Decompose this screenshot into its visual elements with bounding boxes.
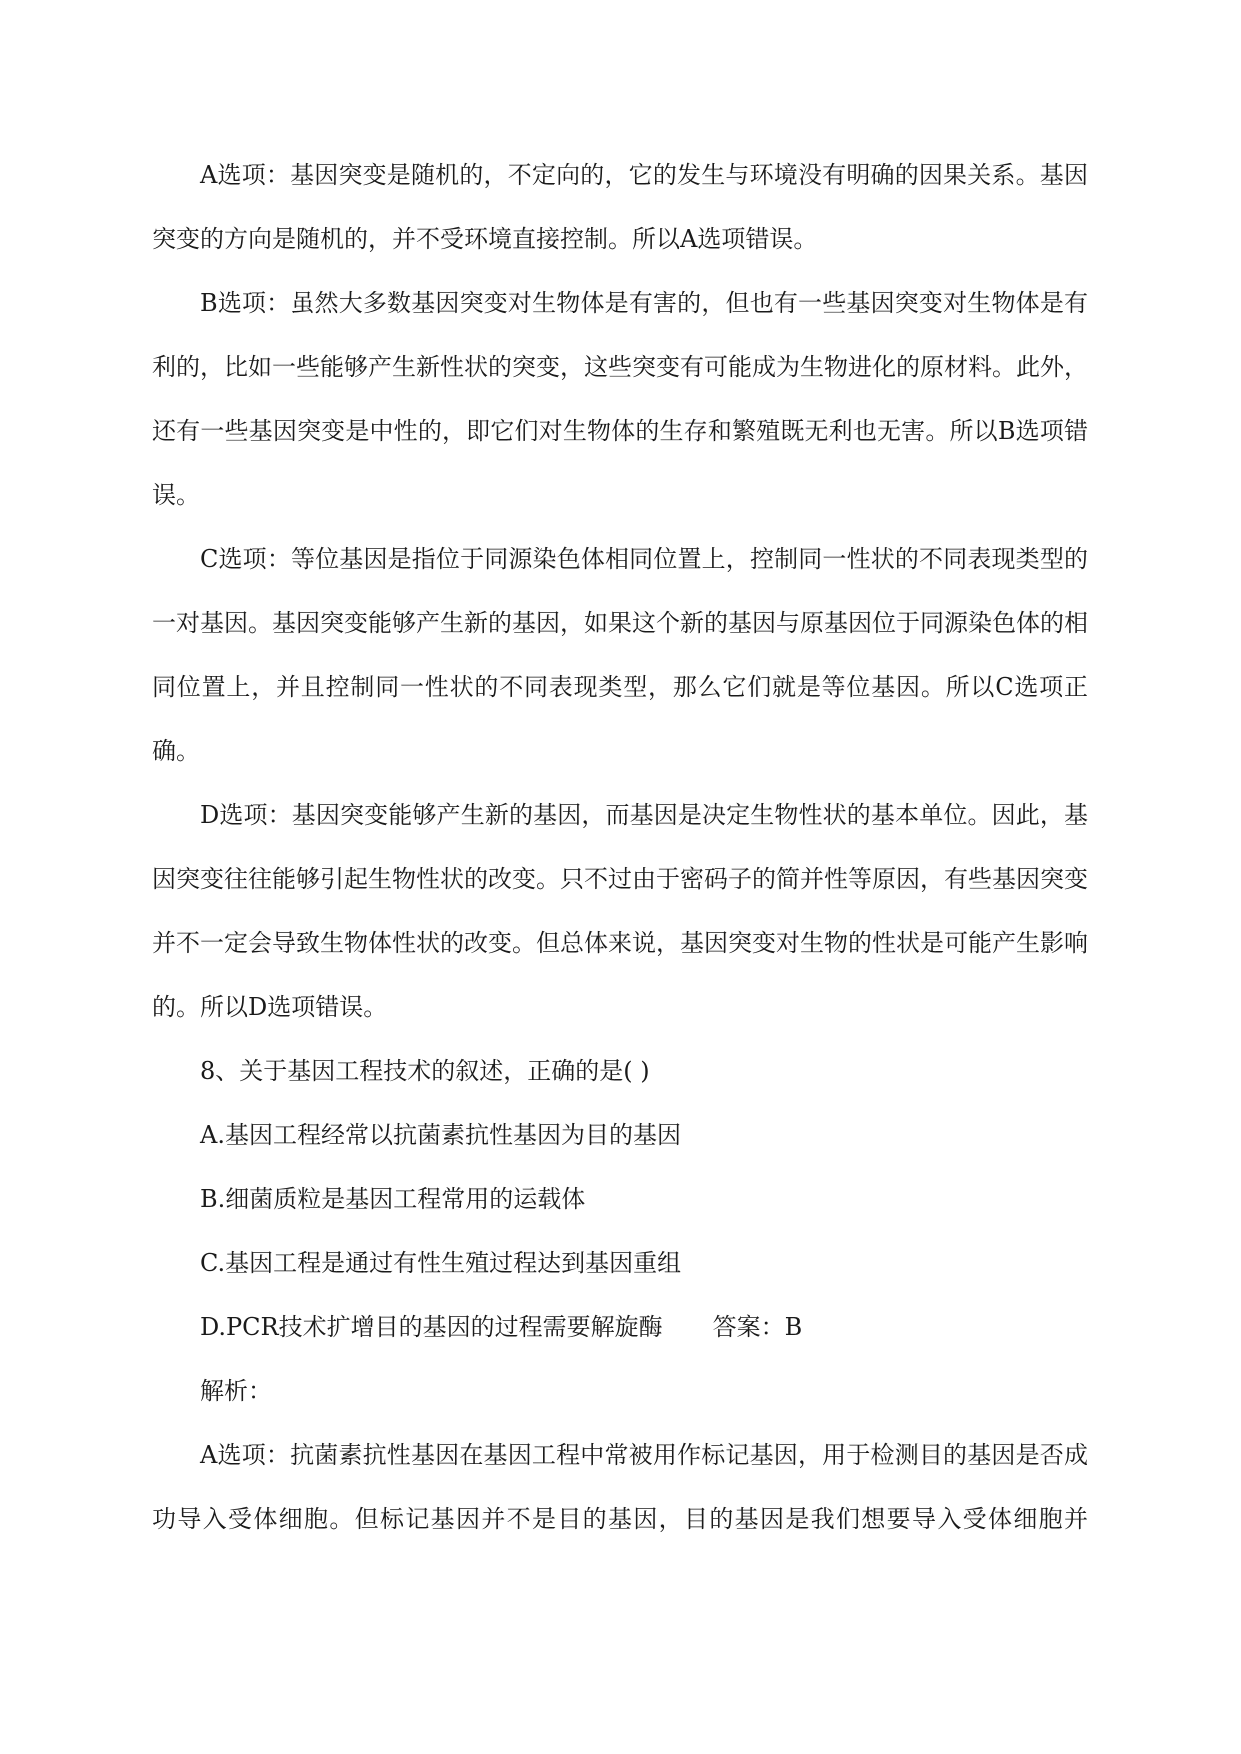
question-stem: 8、关于基因工程技术的叙述，正确的是( ) bbox=[200, 1057, 650, 1085]
document-page bbox=[152, 143, 1088, 1551]
analysis-option-a: A选项：抗菌素抗性基因在基因工程中常被用作标记基因，用于检测目的基因是否成功导入受体细胞。但标记基因并不是目的基因，目的基因是我们想要导入受体细胞并 bbox=[152, 1441, 1088, 1533]
question-option-a: A.基因工程经常以抗菌素抗性基因为目的基因 bbox=[200, 1121, 681, 1149]
explanation-option-a: A选项：基因突变是随机的，不定向的，它的发生与环境没有明确的因果关系。基因突变的方向是随机的，并不受环境直接控制。所以A选项错误。 bbox=[152, 161, 1088, 253]
explanation-option-b: B选项：虽然大多数基因突变对生物体是有害的，但也有一些基因突变对生物体是有利的，比如一些能够产生新性状的突变，这些突变有可能成为生物进化的原材料。此外，还有一些基因突变是中性的，即它们对生物体的生存和繁殖既无利也无害。所以B选项错误。 bbox=[152, 289, 1088, 509]
question-option-d-row bbox=[152, 1295, 1088, 1359]
question-option-c: C.基因工程是通过有性生殖过程达到基因重组 bbox=[200, 1249, 682, 1277]
question-option-b: B.细菌质粒是基因工程常用的运载体 bbox=[200, 1185, 586, 1213]
explanation-option-c: C选项：等位基因是指位于同源染色体相同位置上，控制同一性状的不同表现类型的一对基因。基因突变能够产生新的基因，如果这个新的基因与原基因位于同源染色体的相同位置上，并且控制同一性状的不同表现类型，那么它们就是等位基因。所以C选项正确。 bbox=[152, 545, 1088, 765]
answer-label: 答案：B bbox=[712, 1313, 803, 1341]
explanation-option-d: D选项：基因突变能够产生新的基因，而基因是决定生物性状的基本单位。因此，基因突变往往能够引起生物性状的改变。只不过由于密码子的简并性等原因，有些基因突变并不一定会导致生物体性状的改变。但总体来说，基因突变对生物的性状是可能产生影响的。所以D选项错误。 bbox=[152, 801, 1088, 1021]
question-option-d: D.PCR技术扩增目的基因的过程需要解旋酶 bbox=[200, 1313, 663, 1341]
analysis-label: 解析： bbox=[200, 1377, 272, 1405]
